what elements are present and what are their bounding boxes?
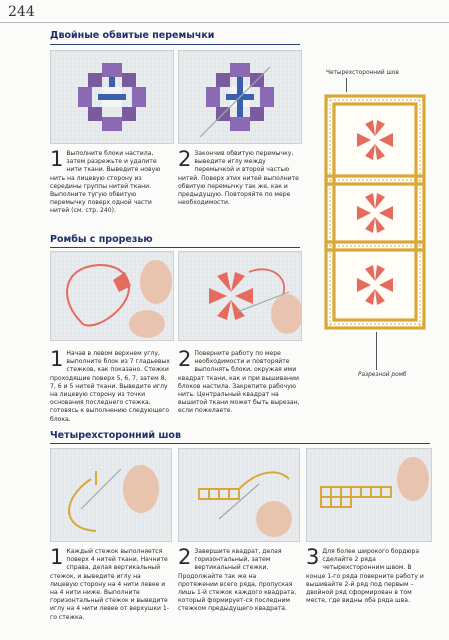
caption-step3: [306, 545, 430, 605]
step-text: Каждый стежок выполняется поверх 4 нитей ткани. Начните справа, делая вертикальный стежок, и выведите иглу на лицевую сторону на 4 нити левее и на 4 нити ниже. Выполните горизонтальный стежок и выведите иглу на 4 нити левее от верхушки 1-го стежка.: [50, 548, 169, 621]
photo-four-sided-step2: [178, 448, 300, 542]
section-rule: [50, 44, 300, 45]
step-text: Для более широкого бордюра сделайте 2 ряда четырехсторонним швом. В конце 1-го ряда поверните работу и вышивайте 2-й ряд под первым – двойной ряд сформирован в том месте, где видны оба ряда шва.: [306, 548, 424, 605]
wrapped-bars-illustration: [179, 51, 301, 143]
label-four-sided-stitch: Четырехсторонний шов: [326, 70, 399, 76]
step-number: 1: [50, 545, 64, 569]
step-text: Поверните работу по мере необходимости и повторяйте выполнять блоки, окружая ими квадрат ткани, как и при вышивании блоков настила. Закрепите рабочую нить. Центральный квадрат на вышитой ткани может быть вырезан, если пожелаете.: [178, 350, 300, 415]
diamond-illustration: [51, 252, 173, 340]
section-title-cut-diamonds: Ромбы с прорезью: [50, 234, 153, 245]
photo-four-sided-step3: [306, 448, 432, 542]
step-text: Выполните блоки настила, затем разрежьте и удалите нити ткани. Выведите новую нить на лицевую сторону из середины группы нитей ткани. Выполните тугую обвитую перемычку поверх одной части нитей (см. стр. 240).: [50, 150, 161, 215]
embroidery-sample: [322, 92, 428, 332]
four-sided-illustration: [307, 449, 431, 541]
section-rule: [50, 443, 430, 444]
page-number: 244: [8, 4, 35, 20]
step-number: 1: [50, 147, 64, 171]
caption-step1: [50, 545, 170, 622]
diamond-illustration: [179, 252, 301, 340]
step-number: 1: [50, 347, 64, 371]
header-rule: [0, 22, 449, 23]
step-number: 2: [178, 147, 192, 171]
photo-wrapped-bars-step1: [50, 50, 174, 144]
caption-step1: [50, 147, 172, 216]
section-title-double-wrapped-bars: Двойные обвитые перемычки: [50, 30, 215, 41]
step-number: 3: [306, 545, 320, 569]
section-title-four-sided-stitch: Четырехсторонний шов: [50, 430, 181, 441]
leader-line: [376, 332, 377, 370]
step-number: 2: [178, 347, 192, 371]
photo-diamond-step2: [178, 251, 302, 341]
caption-step2: [178, 147, 300, 207]
step-number: 2: [178, 545, 192, 569]
caption-step2: [178, 347, 300, 416]
label-cut-diamond: Разрезной ромб: [358, 372, 407, 378]
section-rule: [50, 247, 300, 248]
photo-wrapped-bars-step2: [178, 50, 302, 144]
four-sided-illustration: [179, 449, 299, 541]
four-sided-illustration: [51, 449, 171, 541]
photo-four-sided-step1: [50, 448, 172, 542]
step-text: Завершите квадрат, делая горизонтальный, затем вертикальный стежки. Продолжайте так же на протяжении всего ряда, пропуская лишь 1-й стежок каждого квадрата, который формирует-ся последним стежком предыдущего квадрата.: [178, 548, 297, 613]
wrapped-bars-illustration: [51, 51, 173, 143]
caption-step2: [178, 545, 298, 614]
caption-step1: [50, 347, 172, 424]
photo-diamond-step1: [50, 251, 174, 341]
step-text: Закончив обвитую перемычку, выведите иглу между перемычкой и второй частью нитей. Поверх этих нитей выполните обвитую перемычку так же, как и предыдущую. Повторяйте по мере необходимости.: [178, 150, 299, 207]
step-text: Начав в левом верхнем углу, выполните блок из 7 гладьевых стежков, как показано. Стежки проходящие поверх 5, 6, 7, затем 8, 7, 6 и 5 нитей ткани. Выведите иглу на лицевую сторону из точки основания последнего стежка, готовясь к выполнению следующего блока.: [50, 350, 170, 423]
